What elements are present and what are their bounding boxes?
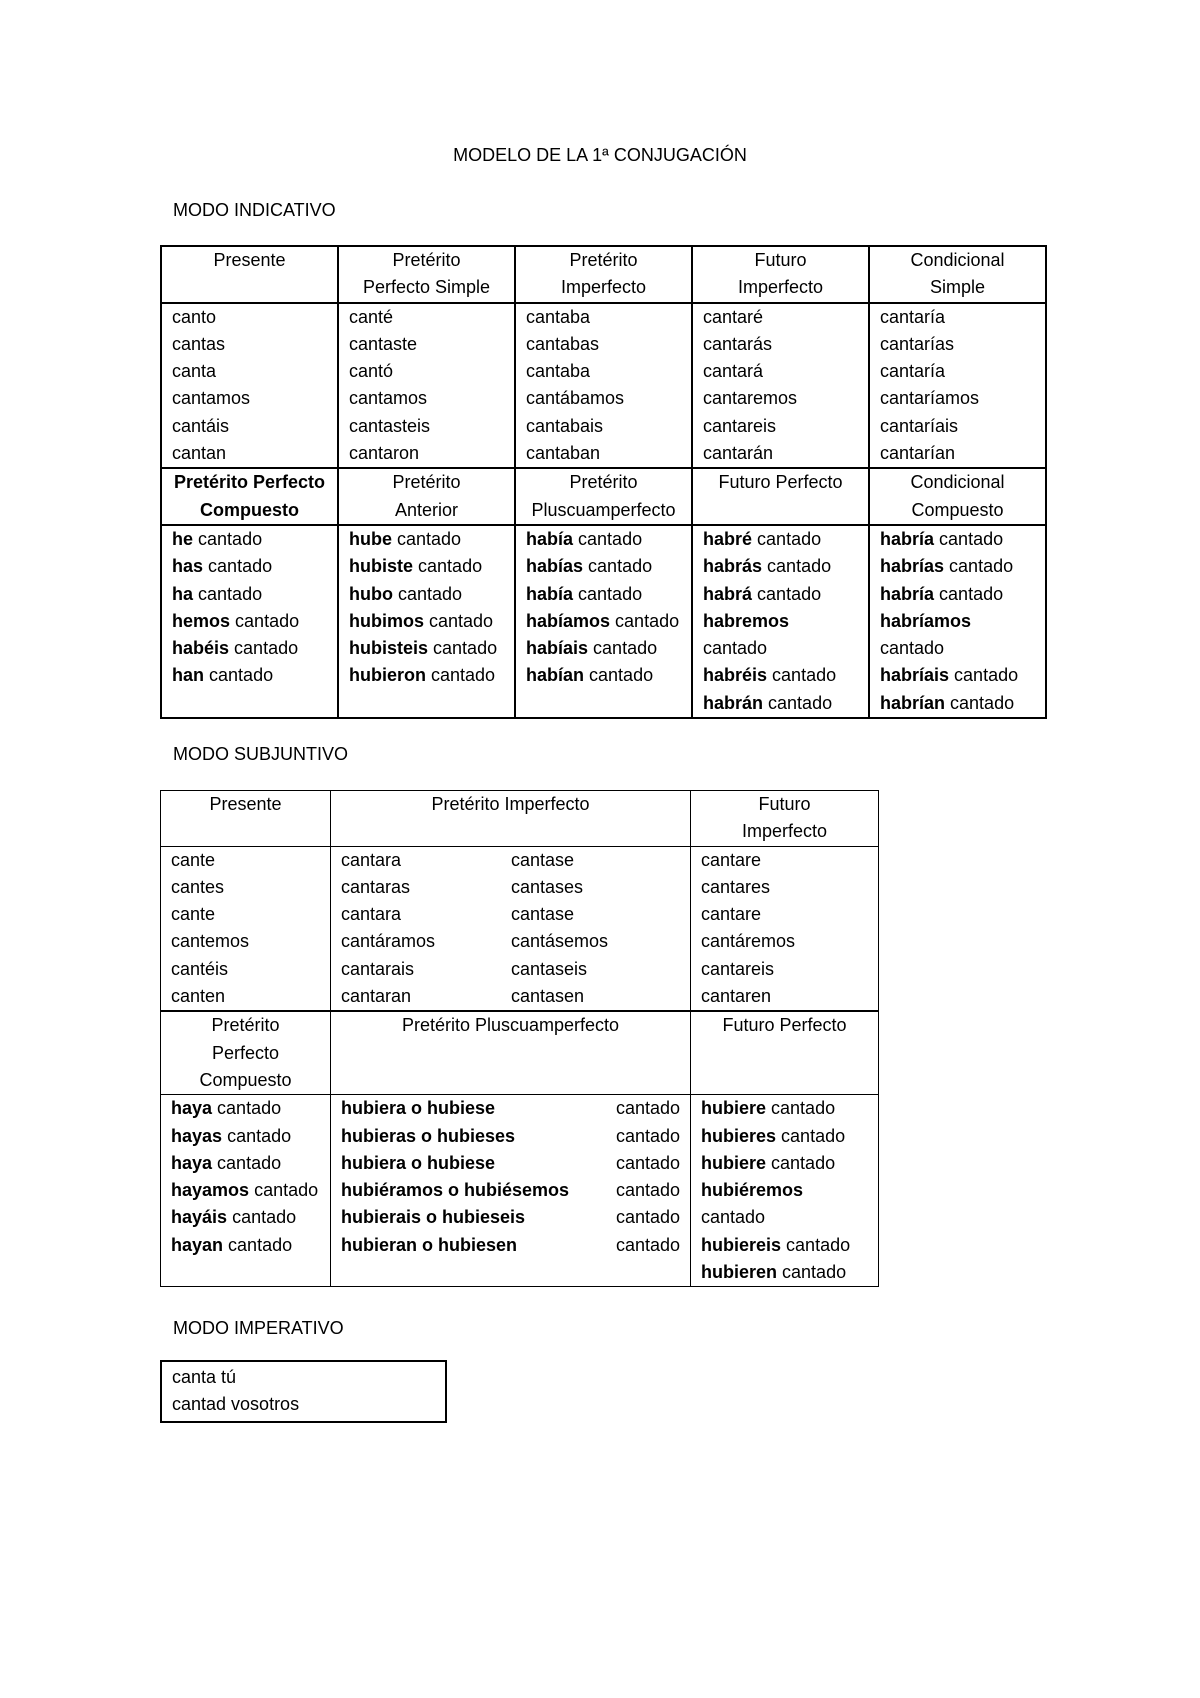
participle: cantado [234,638,299,659]
participle: cantado [615,610,680,631]
participle: cantado [589,665,654,686]
auxiliary: hube [349,528,392,549]
verb-form: cantará [703,361,764,382]
verb-form [703,581,858,608]
verb-form: cantarían [880,443,956,464]
auxiliary: hubiereis [701,1234,782,1255]
auxiliary: habríamos [880,610,972,631]
header-line: Imperfecto [737,277,824,298]
participle: cantado [781,1125,846,1146]
verb-form [341,1123,680,1150]
auxiliary: hayáis [171,1207,228,1228]
participle: cantado [593,638,658,659]
verb-form-pair [341,956,680,983]
auxiliary: habré [703,528,753,549]
verb-form: cantábamos [526,388,625,409]
auxiliary: hubiera o hubiese [341,1098,496,1119]
verb-form: cantéis [171,958,229,979]
header-line: Futuro [754,250,807,270]
auxiliary: hayas [171,1125,223,1146]
verb-form: cantasteis [349,415,431,436]
column-header [691,791,879,847]
participle: cantado [198,528,263,549]
se-form: cantaseis [511,958,588,979]
auxiliary: hubiéramos o hubiésemos [341,1180,570,1201]
auxiliary: habrás [703,556,763,577]
column-header [691,1011,879,1094]
header-line: Imperfecto [741,821,828,842]
auxiliary: hubieren [701,1262,778,1283]
header-line: Presente [213,250,286,270]
verb-form-pair [341,874,680,901]
header-line: Futuro Perfecto [718,472,843,493]
imperativo-table [160,1360,447,1423]
verb-column [692,303,869,469]
verb-form: cantarán [703,443,774,464]
verb-form [526,635,681,662]
participle: cantado [767,556,832,577]
verb-form [349,526,504,553]
verb-form: cantareis [703,415,777,436]
column-header [161,791,331,847]
verb-column [161,1095,331,1287]
verb-form [880,690,1035,717]
verb-column [161,846,331,1011]
header-line: Pretérito Imperfecto [431,794,590,814]
column-header [692,468,869,525]
verb-form [171,1150,320,1177]
auxiliary: hayan [171,1234,224,1255]
ra-form: cantarais [341,958,415,979]
participle: cantado [772,665,837,686]
verb-column [691,1095,879,1287]
verb-form [701,1232,868,1259]
verb-form [349,581,504,608]
verb-form [172,662,327,689]
participle: cantado [228,1234,293,1255]
ra-form: cantaras [341,876,411,897]
auxiliary: hubieras o hubieses [341,1125,516,1146]
verb-column [161,303,338,469]
se-form: cantase [511,904,575,925]
ra-form: cantaran [341,986,412,1007]
participle: cantado [771,1152,836,1173]
header-line: Perfecto Simple [362,277,491,298]
header-line: Compuesto [911,499,1004,520]
auxiliary: habíais [526,638,589,659]
auxiliary: habías [526,556,584,577]
verb-form [172,526,327,553]
participle: cantado [615,1180,680,1201]
participle: cantado [227,1125,292,1146]
se-form: cantases [511,876,584,897]
column-header [869,246,1046,303]
se-form: cantásemos [511,931,609,952]
participle: cantado [950,692,1015,713]
header-line: Perfecto [211,1042,280,1063]
verb-form: cante [171,904,216,925]
header-line: Futuro Perfecto [722,1015,847,1036]
verb-form: cantarás [703,333,773,354]
auxiliary: habíamos [526,610,611,631]
verb-form [341,1177,680,1204]
participle: cantado [588,556,653,577]
verb-form [171,1177,320,1204]
participle: cantado [217,1152,282,1173]
verb-form [703,608,858,663]
verb-form: cantaban [526,443,601,464]
participle: cantado [429,610,494,631]
verb-form: cantas [172,333,226,354]
participle: cantado [615,1098,680,1119]
verb-form: cantare [701,904,762,925]
participle: cantado [209,665,274,686]
verb-column [869,525,1046,718]
auxiliary: habría [880,528,935,549]
verb-column [161,1361,446,1422]
auxiliary: has [172,556,204,577]
verb-column [161,525,338,718]
participle: cantado [232,1207,297,1228]
header-line: Condicional [910,472,1005,493]
verb-form: cantares [701,876,771,897]
auxiliary: hubieran o hubiesen [341,1234,518,1255]
participle: cantado [949,556,1014,577]
participle: cantado [578,583,643,604]
verb-form: cantabais [526,415,604,436]
verb-form [171,1095,320,1122]
verb-form: canté [349,306,394,327]
auxiliary: habrá [703,583,753,604]
column-header [161,246,338,303]
participle: cantado [786,1234,851,1255]
participle: cantado [198,583,263,604]
verb-form [172,635,327,662]
ra-form: cantáramos [341,931,436,952]
column-header [338,468,515,525]
verb-form [349,662,504,689]
verb-form: canto [172,306,217,327]
verb-form [703,662,858,689]
participle: cantado [433,638,498,659]
header-line: Imperfecto [560,277,647,298]
column-header [515,246,692,303]
verb-form [526,553,681,580]
auxiliary: hemos [172,610,231,631]
auxiliary: han [172,665,205,686]
verb-form [172,608,327,635]
participle: cantado [703,638,768,659]
verb-form: cantes [171,876,225,897]
verb-form [349,635,504,662]
verb-form [703,690,858,717]
verb-form [341,1095,680,1122]
verb-form: cantarías [880,333,955,354]
verb-form [171,1123,320,1150]
column-header [331,1011,691,1094]
verb-form [526,581,681,608]
participle: cantado [782,1262,847,1283]
verb-form [880,581,1035,608]
verb-form [701,1123,868,1150]
verb-form [880,553,1035,580]
verb-form-pair [341,847,680,874]
verb-form: cantareis [701,958,775,979]
verb-form [349,553,504,580]
verb-form: canten [171,986,226,1007]
participle: cantado [939,528,1004,549]
se-form: cantase [511,849,575,870]
participle: cantado [615,1234,680,1255]
verb-column [338,525,515,718]
verb-form [701,1177,868,1232]
auxiliary: habrán [703,692,764,713]
auxiliary: habríais [880,665,950,686]
verb-form [526,526,681,553]
header-line: Pretérito [569,250,638,270]
verb-form [171,1232,320,1259]
column-header [692,246,869,303]
auxiliary: hubiere [701,1152,767,1173]
header-line: Anterior [394,499,459,520]
verb-column [869,303,1046,469]
participle: cantado [757,583,822,604]
auxiliary: hubieron [349,665,426,686]
verb-form: cantaron [349,443,420,464]
verb-form: cantaríais [880,415,959,436]
indicativo-heading: MODO INDICATIVO [173,200,336,220]
verb-form [880,526,1035,553]
ra-form: cantara [341,904,402,925]
participle: cantado [615,1125,680,1146]
ra-form: cantara [341,849,402,870]
verb-form [701,1259,868,1286]
page-title: MODELO DE LA 1ª CONJUGACIÓN [453,145,747,165]
auxiliary: hubiere [701,1098,767,1119]
verb-form-pair [341,901,680,928]
auxiliary: ha [172,583,194,604]
participle: cantado [771,1098,836,1119]
verb-form: canta [172,361,217,382]
auxiliary: hubimos [349,610,424,631]
verb-form [703,526,858,553]
column-header [338,246,515,303]
header-line: Pretérito [392,250,461,270]
auxiliary: he [172,528,194,549]
subjuntivo-table [160,790,879,1287]
participle: cantado [235,610,300,631]
auxiliary: habrías [880,556,945,577]
verb-column [515,303,692,469]
participle: cantado [768,692,833,713]
verb-form-pair [341,928,680,955]
verb-form: cantaríamos [880,388,980,409]
participle: cantado [615,1152,680,1173]
verb-column [338,303,515,469]
verb-form: cantad vosotros [172,1394,300,1415]
participle: cantado [578,528,643,549]
participle: cantado [880,638,945,659]
participle: cantado [398,583,463,604]
column-header [331,791,691,847]
verb-form: cantare [701,849,762,870]
auxiliary: habremos [703,610,790,631]
verb-form [526,662,681,689]
header-line: Pretérito [211,1015,280,1036]
column-header [161,1011,331,1094]
participle: cantado [939,583,1004,604]
verb-form: canta tú [172,1367,237,1387]
verb-form: cantabas [526,333,600,354]
verb-form: cantamos [349,388,428,409]
header-line: Compuesto [200,499,299,520]
verb-form: cantan [172,443,227,464]
column-header [515,468,692,525]
verb-form: cantaba [526,306,591,327]
verb-form: cantaremos [703,388,798,409]
header-line: Futuro [758,794,811,814]
verb-form [880,662,1035,689]
verb-form [341,1204,680,1231]
verb-form [701,1150,868,1177]
imperativo-heading: MODO IMPERATIVO [173,1318,344,1338]
header-line: Pretérito [569,472,638,493]
auxiliary: hubierais o hubieseis [341,1207,526,1228]
verb-form: cantaría [880,361,946,382]
verb-form [880,608,1035,663]
auxiliary: hubiera o hubiese [341,1152,496,1173]
participle: cantado [254,1180,319,1201]
verb-form: cantamos [172,388,251,409]
participle: cantado [757,528,822,549]
verb-form [172,553,327,580]
verb-form [349,608,504,635]
auxiliary: habéis [172,638,230,659]
verb-column [331,1095,691,1287]
auxiliary: había [526,583,574,604]
participle: cantado [954,665,1019,686]
auxiliary: habréis [703,665,768,686]
auxiliary: hubiéremos [701,1180,804,1201]
participle: cantado [397,528,462,549]
column-header [161,468,338,525]
verb-form: cantaba [526,361,591,382]
verb-form: cantáremos [701,931,796,952]
verb-column [692,525,869,718]
verb-form: cantaré [703,306,764,327]
auxiliary: habría [880,583,935,604]
header-line: Simple [929,277,986,298]
verb-form: cante [171,849,216,870]
verb-form [341,1232,680,1259]
header-line: Presente [209,794,282,814]
verb-form-pair [341,983,680,1010]
participle: cantado [701,1207,766,1228]
header-line: Pretérito Perfecto [173,472,326,493]
auxiliary: hubisteis [349,638,429,659]
verb-form [171,1204,320,1231]
auxiliary: habían [526,665,585,686]
verb-form [341,1150,680,1177]
auxiliary: haya [171,1152,213,1173]
verb-column [515,525,692,718]
column-header [869,468,1046,525]
header-line: Compuesto [199,1069,292,1090]
verb-form: cantemos [171,931,250,952]
verb-form [172,581,327,608]
auxiliary: habrían [880,692,946,713]
verb-form: cantaste [349,333,418,354]
auxiliary: hubiste [349,556,414,577]
participle: cantado [615,1207,680,1228]
verb-form [526,608,681,635]
se-form: cantasen [511,986,585,1007]
participle: cantado [208,556,273,577]
auxiliary: hubieres [701,1125,777,1146]
indicativo-table [160,245,1047,719]
auxiliary: había [526,528,574,549]
header-line: Pretérito Pluscuamperfecto [401,1015,620,1036]
header-line: Pluscuamperfecto [531,499,676,520]
verb-column [331,846,691,1011]
participle: cantado [418,556,483,577]
participle: cantado [431,665,496,686]
header-line: Condicional [910,250,1005,270]
verb-column [691,846,879,1011]
auxiliary: hayamos [171,1180,250,1201]
verb-form: cantaría [880,306,946,327]
verb-form: cantaren [701,986,772,1007]
verb-form: cantáis [172,415,230,436]
subjuntivo-heading: MODO SUBJUNTIVO [173,744,349,764]
auxiliary: hubo [349,583,393,604]
header-line: Pretérito [392,472,461,493]
verb-form: cantó [349,361,394,382]
auxiliary: haya [171,1098,213,1119]
verb-form [701,1095,868,1122]
verb-form [703,553,858,580]
participle: cantado [217,1098,282,1119]
